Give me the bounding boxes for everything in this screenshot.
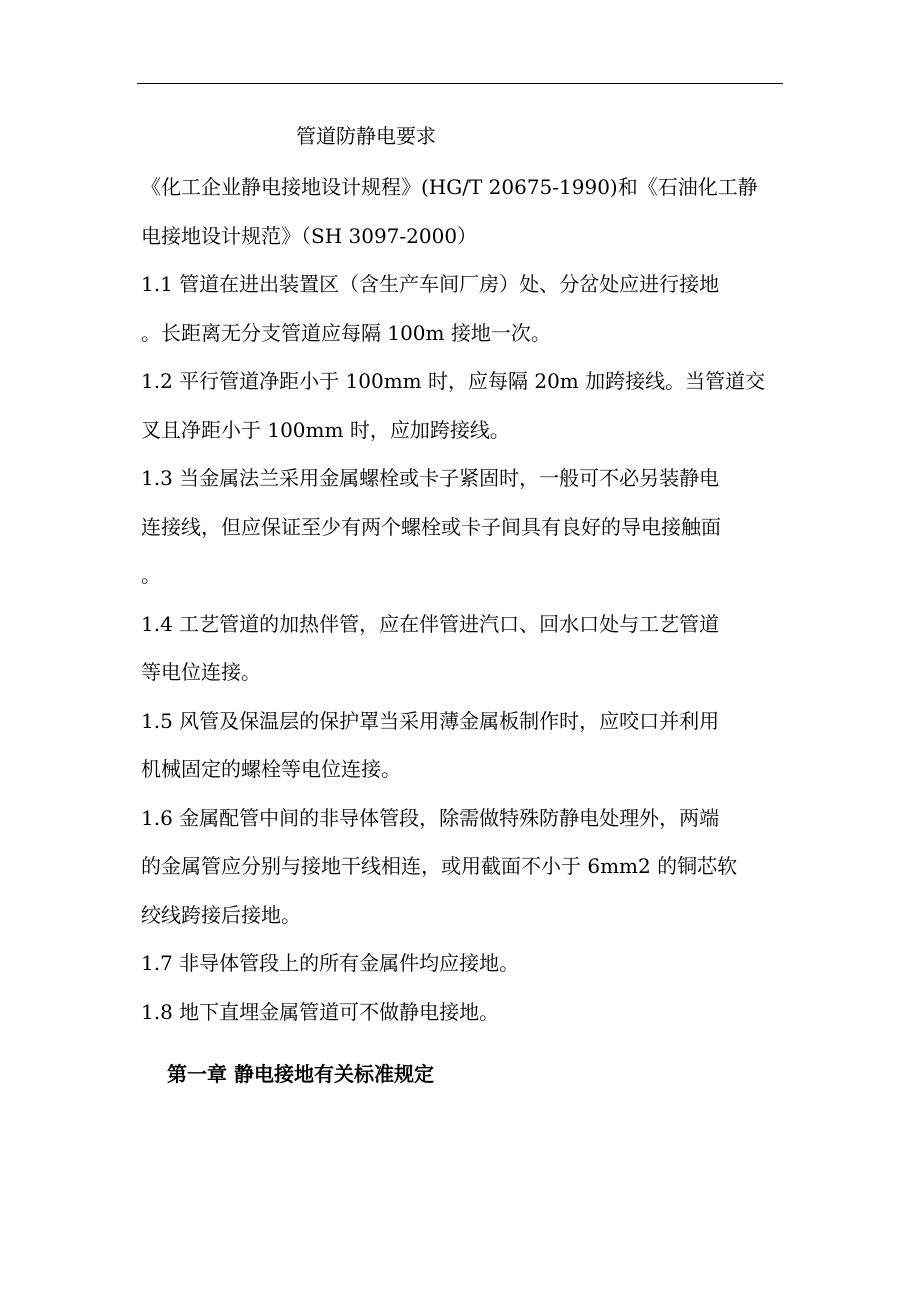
text-line: 电接地设计规范》（SH 3097-2000） xyxy=(141,223,478,248)
text-line: 的金属管应分别与接地干线相连，或用截面不小于 6mm2 的铜芯软 xyxy=(141,854,738,878)
text-line: 连接线，但应保证至少有两个螺栓或卡子间具有良好的导电接触面 xyxy=(141,514,721,539)
text-line: 1.8 地下直埋金属管道可不做静电接地。 xyxy=(141,999,500,1024)
text-line: 。长距离无分支管道应每隔 100m 接地一次。 xyxy=(141,320,551,345)
text-line: 等电位连接。 xyxy=(141,660,261,684)
text-line: 1.5 风管及保温层的保护罩当采用薄金属板制作时，应咬口并利用 xyxy=(141,708,720,733)
text-line: 1.3 当金属法兰采用金属螺栓或卡子紧固时，一般可不必另装静电 xyxy=(141,466,720,490)
text-line: 1.6 金属配管中间的非导体管段，除需做特殊防静电处理外，两端 xyxy=(141,805,720,830)
document-title: 管道防静电要求 xyxy=(296,124,436,148)
text-line: 叉且净距小于 100mm 时，应加跨接线。 xyxy=(141,417,510,442)
text-line: 1.7 非导体管段上的所有金属件均应接地。 xyxy=(141,951,520,975)
text-line: 1.1 管道在进出装置区（含生产车间厂房）处、分岔处应进行接地 xyxy=(141,272,720,296)
document-body xyxy=(141,163,781,1036)
text-line: 1.4 工艺管道的加热伴管，应在伴管进汽口、回水口处与工艺管道 xyxy=(141,611,720,636)
text-line: 机械固定的螺栓等电位连接。 xyxy=(141,757,401,781)
text-line: 《化工企业静电接地设计规程》(HG/T 20675-1990)和《石油化工静 xyxy=(141,175,758,199)
chapter-heading: 第一章 静电接地有关标准规定 xyxy=(167,1062,434,1086)
text-line: 绞线跨接后接地。 xyxy=(141,902,301,927)
text-line: 1.2 平行管道净距小于 100mm 时，应每隔 20m 加跨接线。当管道交 xyxy=(141,369,766,393)
header-rule xyxy=(137,83,783,84)
text-line: 。 xyxy=(141,563,161,587)
